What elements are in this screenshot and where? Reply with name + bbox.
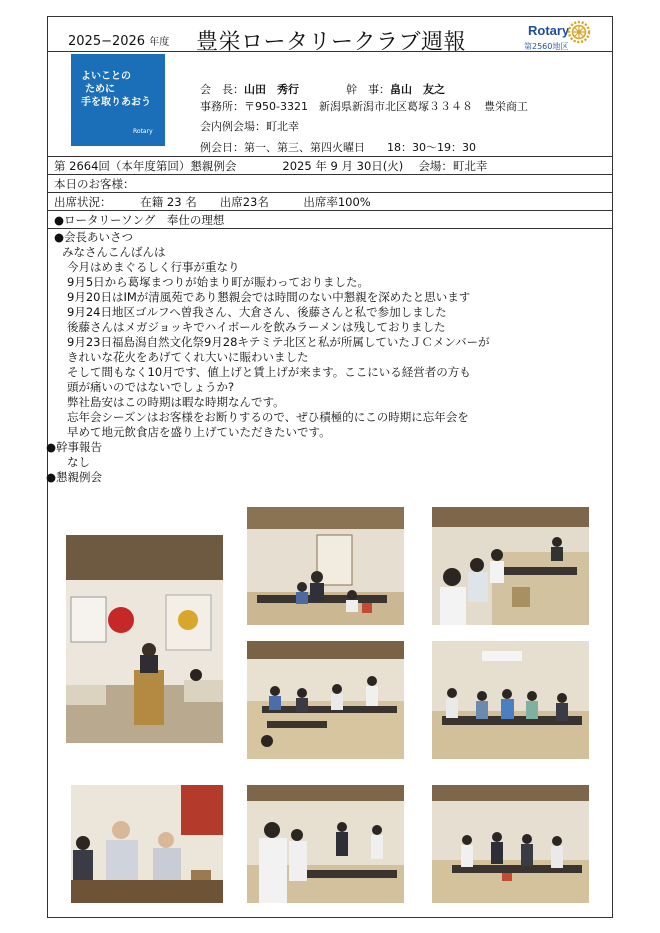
theme-banner	[71, 54, 165, 146]
year-text: 2025−2026	[68, 34, 146, 49]
secretary-line	[346, 81, 445, 97]
meeting-venue: 会内例会場：町北幸	[200, 120, 299, 133]
greeting-line: そして間もなく10月です、値上げと賃上げが来ます。ここにいる経営者の方も	[67, 365, 471, 379]
banner-line: よいことの	[81, 71, 131, 82]
secretary-name: 畠山 友之	[390, 83, 445, 96]
greeting-line: 9月24日地区ゴルフへ曽我さん、大倉さん、後藤さんと私で参加しました	[67, 305, 447, 319]
banner-line: 手を取りあおう	[81, 97, 151, 108]
guests-line: 本日のお客様：	[54, 177, 135, 191]
banner-rotary-mark: Rotary	[133, 128, 153, 135]
greeting-line: 頭が痛いのではないでしょうか?	[67, 380, 235, 394]
secretary-report-body: なし	[67, 455, 90, 469]
photo-dining-room-4	[432, 641, 589, 759]
photo-podium-speech	[66, 535, 223, 743]
greeting-line: 9月23日福島潟自然文化祭9月28キテミテ北区と私が所属していたＪＣメンバーが	[67, 335, 490, 349]
photo-dining-room-1	[247, 507, 404, 625]
president-line	[200, 81, 299, 97]
office-address: 事務所：〒950-3321 新潟県新潟市北区葛塚３３４８ 豊栄商工	[200, 100, 528, 113]
photo-members-seated	[71, 785, 223, 903]
rotary-song-line: ●ロータリーソング 奉仕の理想	[54, 213, 225, 227]
greeting-heading: ●会長あいさつ	[54, 230, 134, 244]
greeting-line: 早めて地元飲食店を盛り上げていただきたいです。	[67, 425, 331, 439]
rotary-logo-text: Rotary	[528, 23, 570, 38]
photo-dining-room-5	[432, 785, 589, 903]
meeting-line: 第 2664回（本年度第回）懇親例会 2025 年 9 月 30日(火) 会場：町北幸	[54, 159, 488, 173]
fiscal-year	[68, 33, 169, 49]
banner-line: ために	[85, 84, 115, 95]
president-label: 会 長：	[200, 83, 244, 96]
secretary-report-heading: ●幹事報告	[46, 440, 103, 454]
greeting-line: 今月はめまぐるしく行事が重なり	[67, 260, 240, 274]
greeting-line: 忘年会シーズンはお客様をお断りするので、ぜひ積極的にこの時期に忘年会を	[67, 410, 469, 424]
secretary-label: 幹 事：	[346, 83, 390, 96]
greeting-line: 9月5日から葛塚まつりが始まり町が賑わっておりました。	[67, 275, 370, 289]
greeting-line: 弊社島安はこの時期は暇な時期なんです。	[67, 395, 285, 409]
rotary-wheel-icon	[567, 20, 591, 44]
greeting-section	[46, 230, 604, 485]
greeting-line: 9月20日はIMが清風苑であり懇親会では時間のない中懇親を深めたと思います	[67, 290, 471, 304]
greeting-line: 後藤さんはメガジョッキでハイボールを飲みラーメンは残しておりました	[67, 320, 446, 334]
attendance-line: 出席状況： 在籍 23 名 出席23名 出席率100%	[54, 195, 371, 209]
photo-dining-room-2	[432, 507, 589, 625]
newsletter-page	[47, 16, 613, 918]
greeting-line: きれいな花火をあげてくれ大いに賑わいました	[67, 350, 309, 364]
photo-dining-room-3	[247, 641, 404, 759]
social-meeting-heading: ●懇親例会	[46, 470, 103, 484]
meeting-schedule: 例会日：第一、第三、第四火曜日 18：30～19：30	[200, 141, 476, 154]
nendo-label: 年度	[149, 37, 170, 48]
president-name: 山田 秀行	[244, 83, 299, 96]
greeting-opening: みなさんこんばんは	[62, 245, 166, 259]
photo-toast	[247, 785, 404, 903]
district-label: 第2560地区	[524, 42, 569, 51]
newsletter-title: 豊栄ロータリークラブ週報	[196, 30, 467, 55]
